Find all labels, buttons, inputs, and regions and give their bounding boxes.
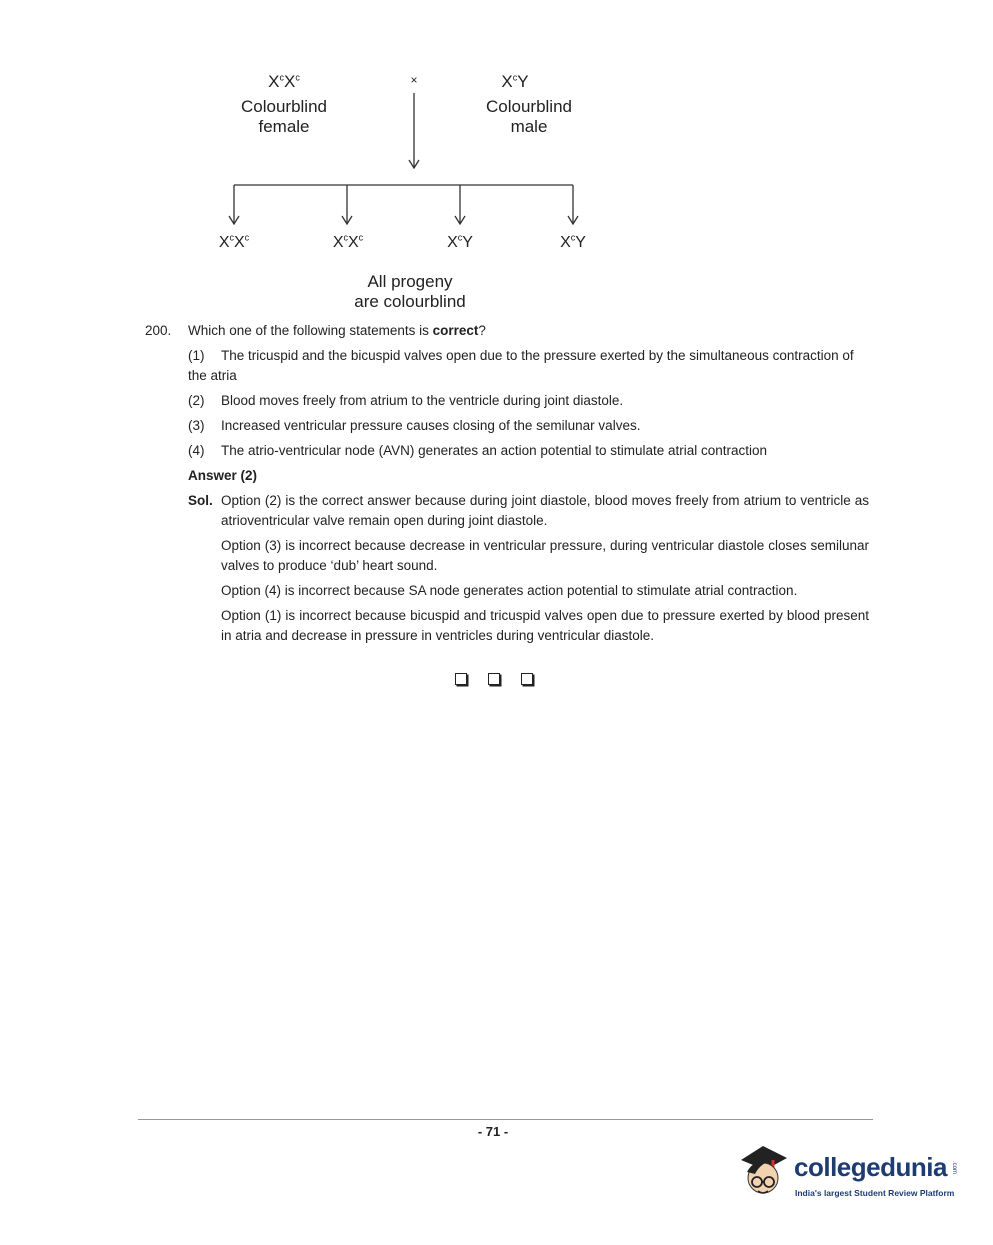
answer: Answer (2) bbox=[188, 468, 258, 483]
female-genotype: $X^cX^c$ bbox=[268, 72, 300, 91]
section-end-box-icon bbox=[488, 673, 500, 685]
option-3: (3) Increased ventricular pressure causes closing of the semilunar valves. bbox=[188, 418, 641, 433]
question-number: 200. bbox=[145, 323, 172, 338]
progeny-conclusion: All progeny are colourblind bbox=[354, 272, 466, 311]
option-2: (2) Blood moves freely from atrium to the ventricle during joint diastole. bbox=[188, 393, 624, 408]
progeny-3: $X^cY$ bbox=[447, 232, 473, 251]
solution-paragraph-4: Option (1) is incorrect because bicuspid and tricuspid valves open due to pressure exerted by blood present in atria and decrease in pressure in ventricles during ventricular diastole. bbox=[221, 608, 869, 643]
collegedunia-logo bbox=[733, 1138, 963, 1208]
solution-label: Sol. bbox=[188, 493, 213, 508]
graduate-mascot-icon bbox=[733, 1138, 793, 1204]
solution-paragraph-3: Option (4) is incorrect because SA node generates action potential to stimulate atrial contraction. bbox=[221, 583, 798, 598]
section-end-box-icon bbox=[521, 673, 533, 685]
option-1: (1) The tricuspid and the bicuspid valves open due to the pressure exerted by the simultaneous contraction of the atria bbox=[188, 348, 854, 383]
solution-paragraph-1: Option (2) is the correct answer because during joint diastole, blood moves freely from atrium to ventricle as atrioventricular valve remain open during joint diastole. bbox=[221, 493, 869, 528]
progeny-2: $X^cX^c$ bbox=[332, 232, 364, 251]
male-genotype: $X^cY$ bbox=[501, 72, 529, 91]
progeny-4: $X^cY$ bbox=[560, 232, 586, 251]
female-label: Colourblind female bbox=[241, 97, 327, 136]
male-label: Colourblind male bbox=[486, 97, 572, 136]
question-stem: Which one of the following statements is correct? bbox=[188, 323, 486, 338]
progeny-1: $X^cX^c$ bbox=[218, 232, 250, 251]
section-end-box-icon bbox=[455, 673, 467, 685]
brand-name: collegedunia bbox=[794, 1152, 947, 1182]
footer-rule bbox=[138, 1119, 873, 1120]
brand-tagline: India's largest Student Review Platform bbox=[795, 1188, 955, 1198]
cross-lines bbox=[0, 0, 993, 270]
option-4: (4) The atrio-ventricular node (AVN) generates an action potential to stimulate atrial contraction bbox=[188, 443, 768, 458]
cross-symbol: × bbox=[410, 73, 418, 87]
solution-paragraph-2: Option (3) is incorrect because decrease in ventricular pressure, during ventricular diastole closes semilunar valves to produce ‘dub’ heart sound. bbox=[221, 538, 869, 573]
page-number: - 71 - bbox=[477, 1124, 509, 1139]
brand-suffix: .com bbox=[951, 1161, 957, 1175]
